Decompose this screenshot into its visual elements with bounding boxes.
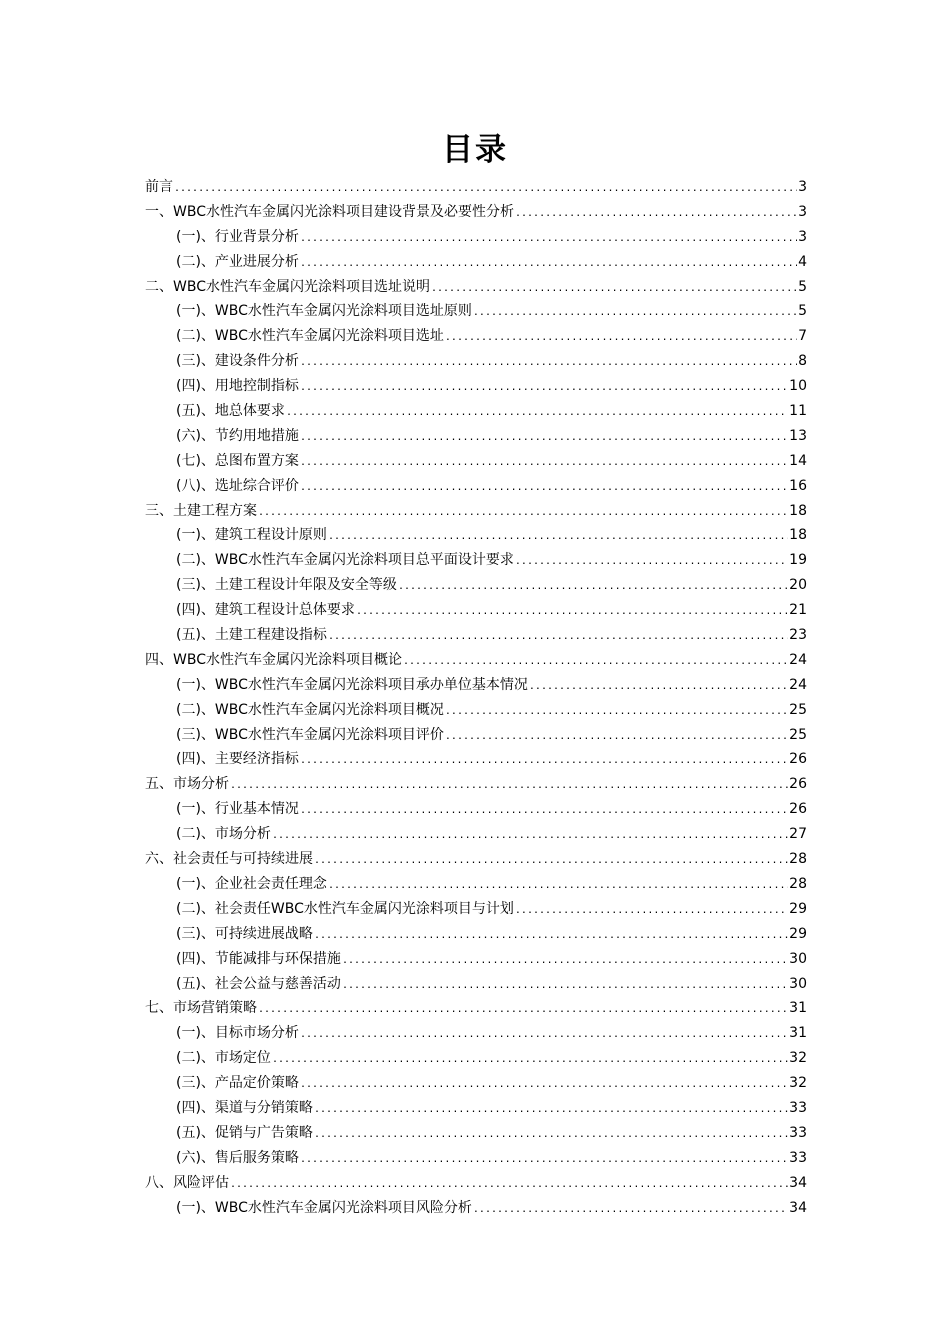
toc-dot-leader bbox=[342, 949, 788, 974]
toc-entry-title: 四、WBC水性汽车金属闪光涂料项目概论 bbox=[145, 651, 402, 668]
toc-dot-leader bbox=[515, 202, 797, 227]
toc-entry[interactable] bbox=[145, 897, 807, 922]
toc-entry-title: 八、风险评估 bbox=[145, 1174, 229, 1191]
toc-entry-page: 3 bbox=[798, 179, 807, 195]
toc-dot-leader bbox=[431, 277, 797, 302]
toc-entry-page: 13 bbox=[789, 427, 807, 444]
toc-entry-title: 五、市场分析 bbox=[145, 776, 229, 793]
toc-dot-leader bbox=[314, 1123, 788, 1148]
toc-entry[interactable] bbox=[145, 996, 807, 1021]
toc-dot-leader bbox=[300, 451, 788, 476]
toc-entry-title: (二)、WBC水性汽车金属闪光涂料项目总平面设计要求 bbox=[176, 552, 514, 569]
toc-entry[interactable] bbox=[145, 1171, 807, 1196]
toc-entry[interactable] bbox=[145, 847, 807, 872]
toc-entry-title: (一)、企业社会责任理念 bbox=[176, 875, 327, 892]
toc-entry-title: (六)、节约用地措施 bbox=[176, 427, 299, 444]
toc-entry-page: 24 bbox=[789, 651, 807, 668]
toc-entry-title: (三)、建设条件分析 bbox=[176, 353, 299, 370]
toc-entry-page: 7 bbox=[798, 328, 807, 345]
toc-dot-leader bbox=[258, 501, 788, 526]
toc-entry[interactable] bbox=[145, 474, 807, 499]
toc-dot-leader bbox=[230, 774, 788, 799]
toc-entry-page: 11 bbox=[789, 403, 807, 420]
toc-entry-page: 27 bbox=[789, 826, 807, 843]
toc-entry[interactable] bbox=[145, 299, 807, 324]
toc-entry-page: 33 bbox=[789, 1124, 807, 1141]
toc-entry-page: 34 bbox=[789, 1199, 807, 1216]
toc-entry[interactable] bbox=[145, 200, 807, 225]
toc-entry-title: (四)、渠道与分销策略 bbox=[176, 1099, 313, 1116]
toc-entry-page: 31 bbox=[789, 1025, 807, 1042]
toc-dot-leader bbox=[300, 376, 788, 401]
toc-dot-leader bbox=[300, 252, 797, 277]
toc-dot-leader bbox=[314, 849, 788, 874]
toc-entry[interactable] bbox=[145, 747, 807, 772]
toc-entry-title: 一、WBC水性汽车金属闪光涂料项目建设背景及必要性分析 bbox=[145, 203, 514, 220]
toc-entry-page: 24 bbox=[789, 676, 807, 693]
toc-entry-page: 21 bbox=[789, 602, 807, 619]
toc-dot-leader bbox=[300, 476, 788, 501]
toc-entry-title: (六)、售后服务策略 bbox=[176, 1149, 299, 1166]
toc-entry-page: 18 bbox=[789, 527, 807, 544]
toc-entry-title: (五)、促销与广告策略 bbox=[176, 1124, 313, 1141]
toc-entry-title: (一)、目标市场分析 bbox=[176, 1025, 299, 1042]
toc-entry-title: 二、WBC水性汽车金属闪光涂料项目选址说明 bbox=[145, 278, 430, 295]
toc-dot-leader bbox=[300, 799, 788, 824]
toc-entry[interactable] bbox=[145, 598, 807, 623]
toc-dot-leader bbox=[342, 974, 788, 999]
toc-entry[interactable] bbox=[145, 1121, 807, 1146]
toc-dot-leader bbox=[398, 575, 788, 600]
toc-entry[interactable] bbox=[145, 250, 807, 275]
toc-entry-title: (二)、WBC水性汽车金属闪光涂料项目概况 bbox=[176, 701, 444, 718]
toc-entry-title: 六、社会责任与可持续进展 bbox=[145, 851, 313, 868]
toc-dot-leader bbox=[529, 675, 788, 700]
toc-dot-leader bbox=[272, 824, 788, 849]
toc-entry-page: 5 bbox=[798, 278, 807, 295]
toc-entry-page: 14 bbox=[789, 452, 807, 469]
toc-dot-leader bbox=[300, 1148, 788, 1173]
toc-entry-page: 26 bbox=[789, 751, 807, 768]
toc-entry-title: (四)、节能减排与环保措施 bbox=[176, 950, 341, 967]
toc-entry[interactable] bbox=[145, 424, 807, 449]
toc-dot-leader bbox=[258, 998, 788, 1023]
toc-entry[interactable] bbox=[145, 673, 807, 698]
toc-entry-title: (五)、土建工程建设指标 bbox=[176, 627, 327, 644]
toc-entry-page: 30 bbox=[789, 950, 807, 967]
toc-entry-page: 34 bbox=[789, 1174, 807, 1191]
toc-dot-leader bbox=[403, 650, 788, 675]
toc-entry-page: 33 bbox=[789, 1099, 807, 1116]
toc-entry-page: 32 bbox=[789, 1050, 807, 1067]
toc-entry[interactable] bbox=[145, 1071, 807, 1096]
toc-entry-title: 七、市场营销策略 bbox=[145, 1000, 257, 1017]
toc-entry-title: (一)、行业背景分析 bbox=[176, 228, 299, 245]
toc-entry-title: (七)、总图布置方案 bbox=[176, 452, 299, 469]
toc-entry[interactable] bbox=[145, 449, 807, 474]
toc-dot-leader bbox=[328, 874, 788, 899]
toc-entry-page: 10 bbox=[789, 378, 807, 395]
toc-dot-leader bbox=[300, 1023, 788, 1048]
toc-entry[interactable] bbox=[145, 548, 807, 573]
toc-dot-leader bbox=[230, 1173, 788, 1198]
toc-dot-leader bbox=[328, 625, 788, 650]
toc-entry-page: 29 bbox=[789, 900, 807, 917]
toc-dot-leader bbox=[300, 227, 797, 252]
toc-entry-page: 3 bbox=[798, 203, 807, 220]
toc-entry-page: 25 bbox=[789, 726, 807, 743]
toc-entry[interactable] bbox=[145, 225, 807, 250]
toc-entry-title: (一)、WBC水性汽车金属闪光涂料项目风险分析 bbox=[176, 1199, 472, 1216]
toc-dot-leader bbox=[314, 924, 788, 949]
toc-entry-page: 28 bbox=[789, 851, 807, 868]
toc-entry[interactable] bbox=[145, 723, 807, 748]
page-title: 目录 bbox=[442, 132, 508, 168]
toc-entry-page: 26 bbox=[789, 801, 807, 818]
toc-entry-title: 三、土建工程方案 bbox=[145, 502, 257, 519]
toc-entry-page: 20 bbox=[789, 577, 807, 594]
toc-entry[interactable] bbox=[145, 698, 807, 723]
toc-entry[interactable] bbox=[145, 1196, 807, 1221]
toc-entry[interactable] bbox=[145, 1096, 807, 1121]
toc-entry[interactable] bbox=[145, 349, 807, 374]
toc-entry-title: (四)、用地控制指标 bbox=[176, 378, 299, 395]
toc-entry-page: 28 bbox=[789, 875, 807, 892]
toc-dot-leader bbox=[473, 1198, 788, 1223]
toc-dot-leader bbox=[174, 177, 797, 202]
toc-entry-page: 32 bbox=[789, 1075, 807, 1092]
toc-entry[interactable] bbox=[145, 1021, 807, 1046]
toc-dot-leader bbox=[300, 749, 788, 774]
toc-dot-leader bbox=[515, 550, 788, 575]
toc-dot-leader bbox=[473, 301, 797, 326]
toc-entry-title: (一)、WBC水性汽车金属闪光涂料项目承办单位基本情况 bbox=[176, 676, 528, 693]
toc-entry[interactable] bbox=[145, 275, 807, 300]
toc-dot-leader bbox=[300, 426, 788, 451]
toc-entry[interactable] bbox=[145, 523, 807, 548]
toc-entry-title: (五)、社会公益与慈善活动 bbox=[176, 975, 341, 992]
toc-entry-page: 26 bbox=[789, 776, 807, 793]
toc-entry[interactable] bbox=[145, 324, 807, 349]
toc-entry[interactable] bbox=[145, 947, 807, 972]
toc-entry-title: (一)、行业基本情况 bbox=[176, 801, 299, 818]
toc-entry-title: (八)、选址综合评价 bbox=[176, 477, 299, 494]
toc-entry-title: (三)、产品定价策略 bbox=[176, 1075, 299, 1092]
toc-entry-page: 8 bbox=[798, 353, 807, 370]
toc-entry[interactable] bbox=[145, 872, 807, 897]
toc-dot-leader bbox=[445, 700, 788, 725]
toc-entry-title: (二)、社会责任WBC水性汽车金属闪光涂料项目与计划 bbox=[176, 900, 514, 917]
toc-entry-page: 3 bbox=[798, 228, 807, 245]
toc-entry-title: (三)、土建工程设计年限及安全等级 bbox=[176, 577, 397, 594]
toc-dot-leader bbox=[445, 326, 797, 351]
toc-entry[interactable] bbox=[145, 1146, 807, 1171]
toc-entry-title: (二)、市场定位 bbox=[176, 1050, 271, 1067]
toc-entry-title: (二)、WBC水性汽车金属闪光涂料项目选址 bbox=[176, 328, 444, 345]
toc-entry-page: 31 bbox=[789, 1000, 807, 1017]
toc-entry-page: 30 bbox=[789, 975, 807, 992]
toc-entry-title: (二)、产业进展分析 bbox=[176, 253, 299, 270]
toc-entry-page: 4 bbox=[798, 253, 807, 270]
toc-entry[interactable] bbox=[145, 623, 807, 648]
toc-entry-title: (一)、建筑工程设计原则 bbox=[176, 527, 327, 544]
toc-entry[interactable] bbox=[145, 374, 807, 399]
toc-dot-leader bbox=[300, 351, 797, 376]
toc-entry-page: 16 bbox=[789, 477, 807, 494]
toc-entry-title: (三)、可持续进展战略 bbox=[176, 925, 313, 942]
toc-entry-page: 25 bbox=[789, 701, 807, 718]
toc-entry-page: 19 bbox=[789, 552, 807, 569]
toc-dot-leader bbox=[272, 1048, 788, 1073]
toc-entry-title: (三)、WBC水性汽车金属闪光涂料项目评价 bbox=[176, 726, 444, 743]
toc-entry[interactable] bbox=[145, 573, 807, 598]
toc-entry[interactable] bbox=[145, 175, 807, 200]
toc-dot-leader bbox=[314, 1098, 788, 1123]
toc-entry-page: 23 bbox=[789, 627, 807, 644]
toc-entry-page: 33 bbox=[789, 1149, 807, 1166]
toc-dot-leader bbox=[356, 600, 788, 625]
toc-dot-leader bbox=[300, 1073, 788, 1098]
toc-entry[interactable] bbox=[145, 772, 807, 797]
toc-entry-page: 29 bbox=[789, 925, 807, 942]
toc-entry[interactable] bbox=[145, 1046, 807, 1071]
table-of-contents bbox=[145, 175, 807, 1220]
toc-dot-leader bbox=[445, 725, 788, 750]
toc-dot-leader bbox=[515, 899, 788, 924]
toc-entry-title: (五)、地总体要求 bbox=[176, 403, 285, 420]
toc-dot-leader bbox=[286, 401, 788, 426]
toc-entry[interactable] bbox=[145, 972, 807, 997]
toc-entry-title: 前言 bbox=[145, 179, 173, 195]
toc-entry-title: (二)、市场分析 bbox=[176, 826, 271, 843]
toc-entry[interactable] bbox=[145, 399, 807, 424]
toc-entry[interactable] bbox=[145, 822, 807, 847]
toc-dot-leader bbox=[328, 525, 788, 550]
toc-entry-page: 5 bbox=[798, 303, 807, 320]
toc-entry-title: (四)、建筑工程设计总体要求 bbox=[176, 602, 355, 619]
toc-entry-page: 18 bbox=[789, 502, 807, 519]
toc-entry[interactable] bbox=[145, 922, 807, 947]
toc-entry[interactable] bbox=[145, 648, 807, 673]
toc-entry[interactable] bbox=[145, 797, 807, 822]
toc-entry-title: (一)、WBC水性汽车金属闪光涂料项目选址原则 bbox=[176, 303, 472, 320]
toc-entry[interactable] bbox=[145, 499, 807, 524]
toc-entry-title: (四)、主要经济指标 bbox=[176, 751, 299, 768]
